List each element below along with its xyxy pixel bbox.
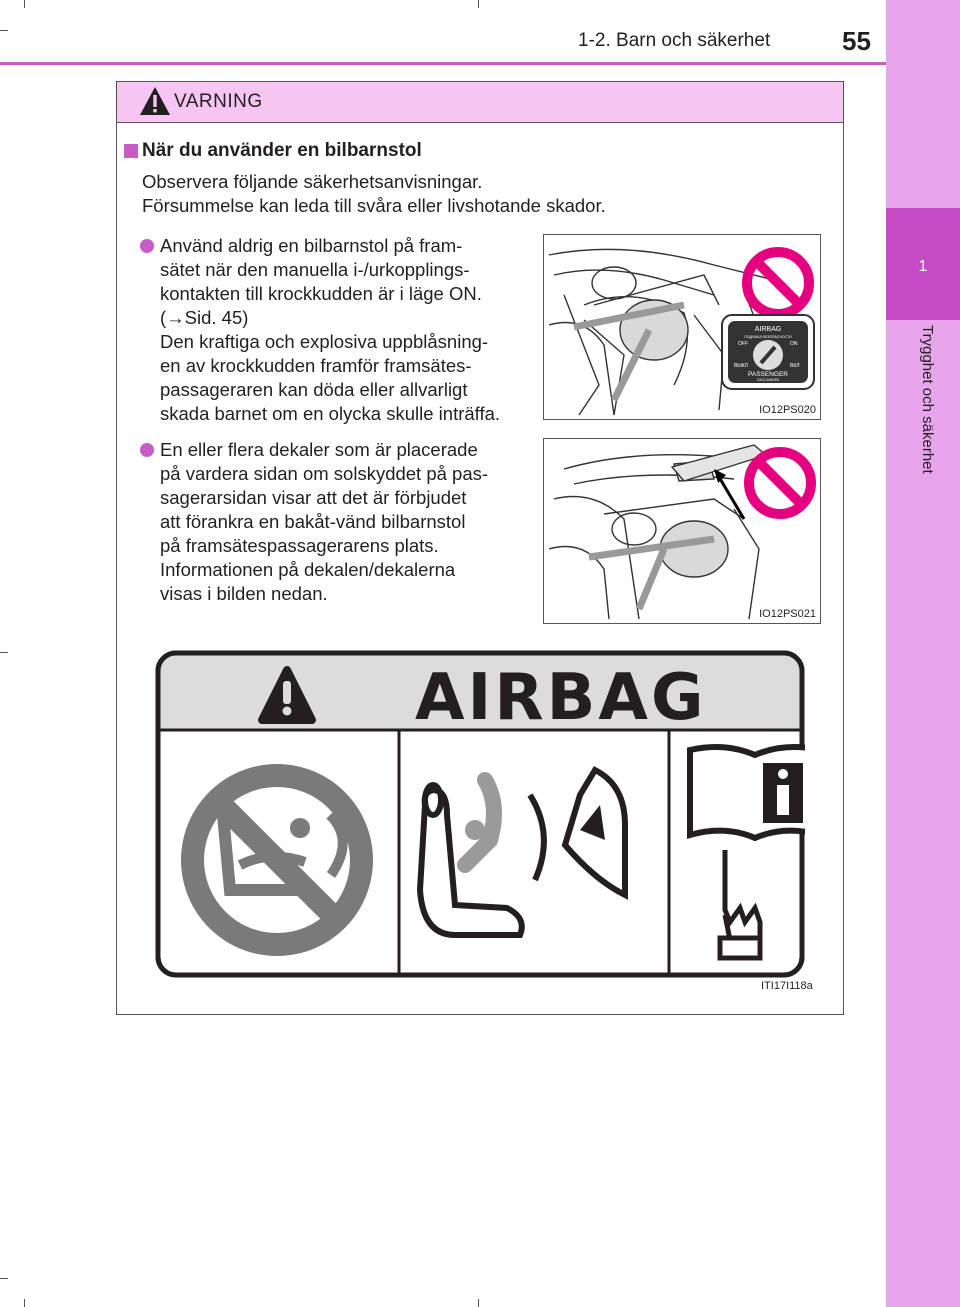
square-bullet-icon <box>124 144 138 158</box>
switch-airbag-ru-label: ПОДУШКА БЕЗОПАСНОСТИ <box>744 335 792 339</box>
prohibition-icon <box>740 245 816 321</box>
warning-header <box>117 82 843 123</box>
airbag-warning-label <box>155 650 805 980</box>
crop-mark <box>0 1278 8 1279</box>
bullet-icon <box>140 443 154 457</box>
figure-child-seat-airbag <box>543 234 821 420</box>
figure-code: IO12PS020 <box>759 404 816 416</box>
switch-on-ru-label: ВКЛ <box>790 363 800 369</box>
switch-off-ru-label: ВЫКЛ <box>734 363 748 369</box>
crop-mark <box>478 1299 479 1307</box>
crop-mark <box>24 0 25 8</box>
label-airbag-title: AIRBAG <box>415 661 707 735</box>
switch-on-label: ON <box>790 341 798 347</box>
switch-airbag-label: AIRBAG <box>754 326 782 333</box>
no-child-seat-icon <box>181 764 373 956</box>
crop-mark <box>0 30 8 31</box>
prohibition-icon <box>742 445 818 521</box>
bullet-2-text: En eller flera dekaler som är placerade på vardera sidan om solskyddet på pas- sagerarsidan visar att det är förbjudet att förankra en bakåt-vänd bilbarnstol på framsätespassagerarens plats. Informationen på dekalen/dekalerna visas i bilden nedan. <box>160 439 489 604</box>
airbag-switch-icon <box>720 313 816 391</box>
switch-passenger-label: PASSENGER <box>748 371 788 378</box>
warning-intro <box>142 170 606 218</box>
chapter-number: 1 <box>918 258 928 275</box>
figure-code: IO12PS021 <box>759 608 816 620</box>
chapter-title: Trygghet och säkerhet <box>919 325 936 474</box>
crop-mark <box>24 1299 25 1307</box>
warning-title: VARNING <box>174 91 263 112</box>
label-figure-code: ITI17I118a <box>761 980 813 992</box>
switch-passenger-ru-label: ПАССАЖИРА <box>756 378 780 382</box>
intro-line: Försummelse kan leda till svåra eller livshotande skador. <box>142 195 606 216</box>
crop-mark <box>478 0 479 8</box>
bullet-icon <box>140 239 154 253</box>
page-number: 55 <box>842 26 871 56</box>
switch-off-label: OFF <box>738 341 748 347</box>
warning-subtitle: När du använder en bilbarnstol <box>142 140 422 161</box>
bullet-1-text: Använd aldrig en bilbarnstol på fram- sätet när den manuella i-/urkopplings- kontakten till krockkudden är i läge ON. (→Sid. 45) Den kraftiga och explosiva uppblåsning- en av krockkudden framför framsätes- passageraren kan döda eller allvarligt skada barnet om en olycka skulle inträffa. <box>160 235 501 424</box>
crop-mark <box>0 652 8 653</box>
warning-triangle-icon <box>139 86 171 116</box>
figure-sunvisor-label <box>543 438 821 624</box>
section-title: 1-2. Barn och säkerhet <box>578 30 771 51</box>
chapter-tab <box>886 0 960 1307</box>
chapter-number-box <box>886 208 960 320</box>
intro-line: Observera följande säkerhetsanvisningar. <box>142 171 483 192</box>
header-rule <box>0 62 886 65</box>
